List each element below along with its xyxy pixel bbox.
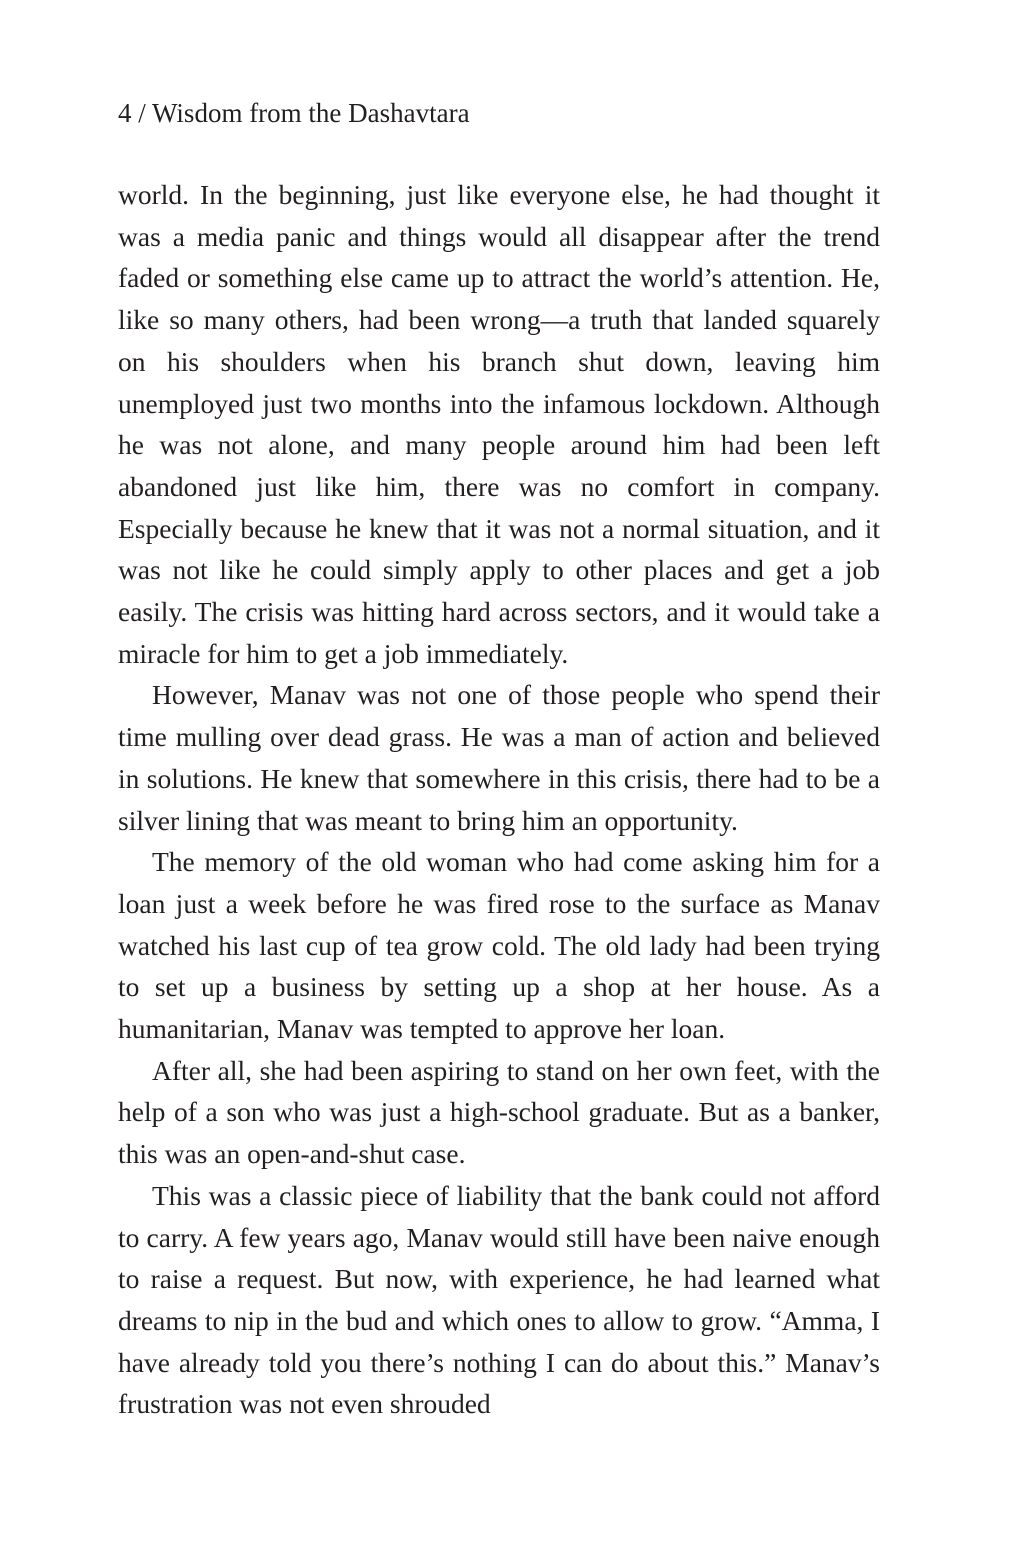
paragraph: This was a classic piece of liability that the bank could not afford to carry. A few years ago, Manav would still have been naive enough to raise a request. But now, with experience, he had learned what dreams to nip in the bud and which ones to allow to grow. “Amma, I have already told you there’s nothing I can do about this.” Manav’s frustration was not even shrouded — [118, 1179, 880, 1420]
body-text — [118, 174, 880, 1425]
paragraph: After all, she had been aspiring to stand on her own feet, with the help of a son who was just a high-school graduate. But as a banker, this was an open-and-shut case. — [118, 1054, 880, 1170]
running-head — [118, 96, 470, 130]
paragraph: The memory of the old woman who had come asking him for a loan just a week before he was fired rose to the surface as Manav watched his last cup of tea grow cold. The old lady had been trying to set up a business by setting up a shop at her house. As a humanitarian, Manav was tempted to approve her loan. — [118, 846, 880, 1045]
paragraph: However, Manav was not one of those people who spend their time mulling over dead grass. He was a man of action and believed in solutions. He knew that somewhere in this crisis, there had to be a silver lining that was meant to bring him an opportunity. — [118, 679, 880, 836]
page-number: 4 — [118, 98, 132, 128]
book-page — [118, 0, 880, 1567]
running-head-separator: / — [138, 98, 146, 128]
book-title: Wisdom from the Dashavtara — [152, 98, 470, 128]
paragraph: world. In the beginning, just like everyone else, he had thought it was a media panic and things would all disappear after the trend faded or something else came up to attract the world’s attention. He, like so many others, had been wrong—a truth that landed squarely on his shoulders when his branch shut down, leaving him unemployed just two months into the infamous lockdown. Although he was not alone, and many people around him had been left abandoned just like him, there was no comfort in company. Especially because he knew that it was not a normal situation, and it was not like he could simply apply to other places and get a job easily. The crisis was hitting hard across sectors, and it would take a miracle for him to get a job immediately. — [118, 179, 880, 669]
